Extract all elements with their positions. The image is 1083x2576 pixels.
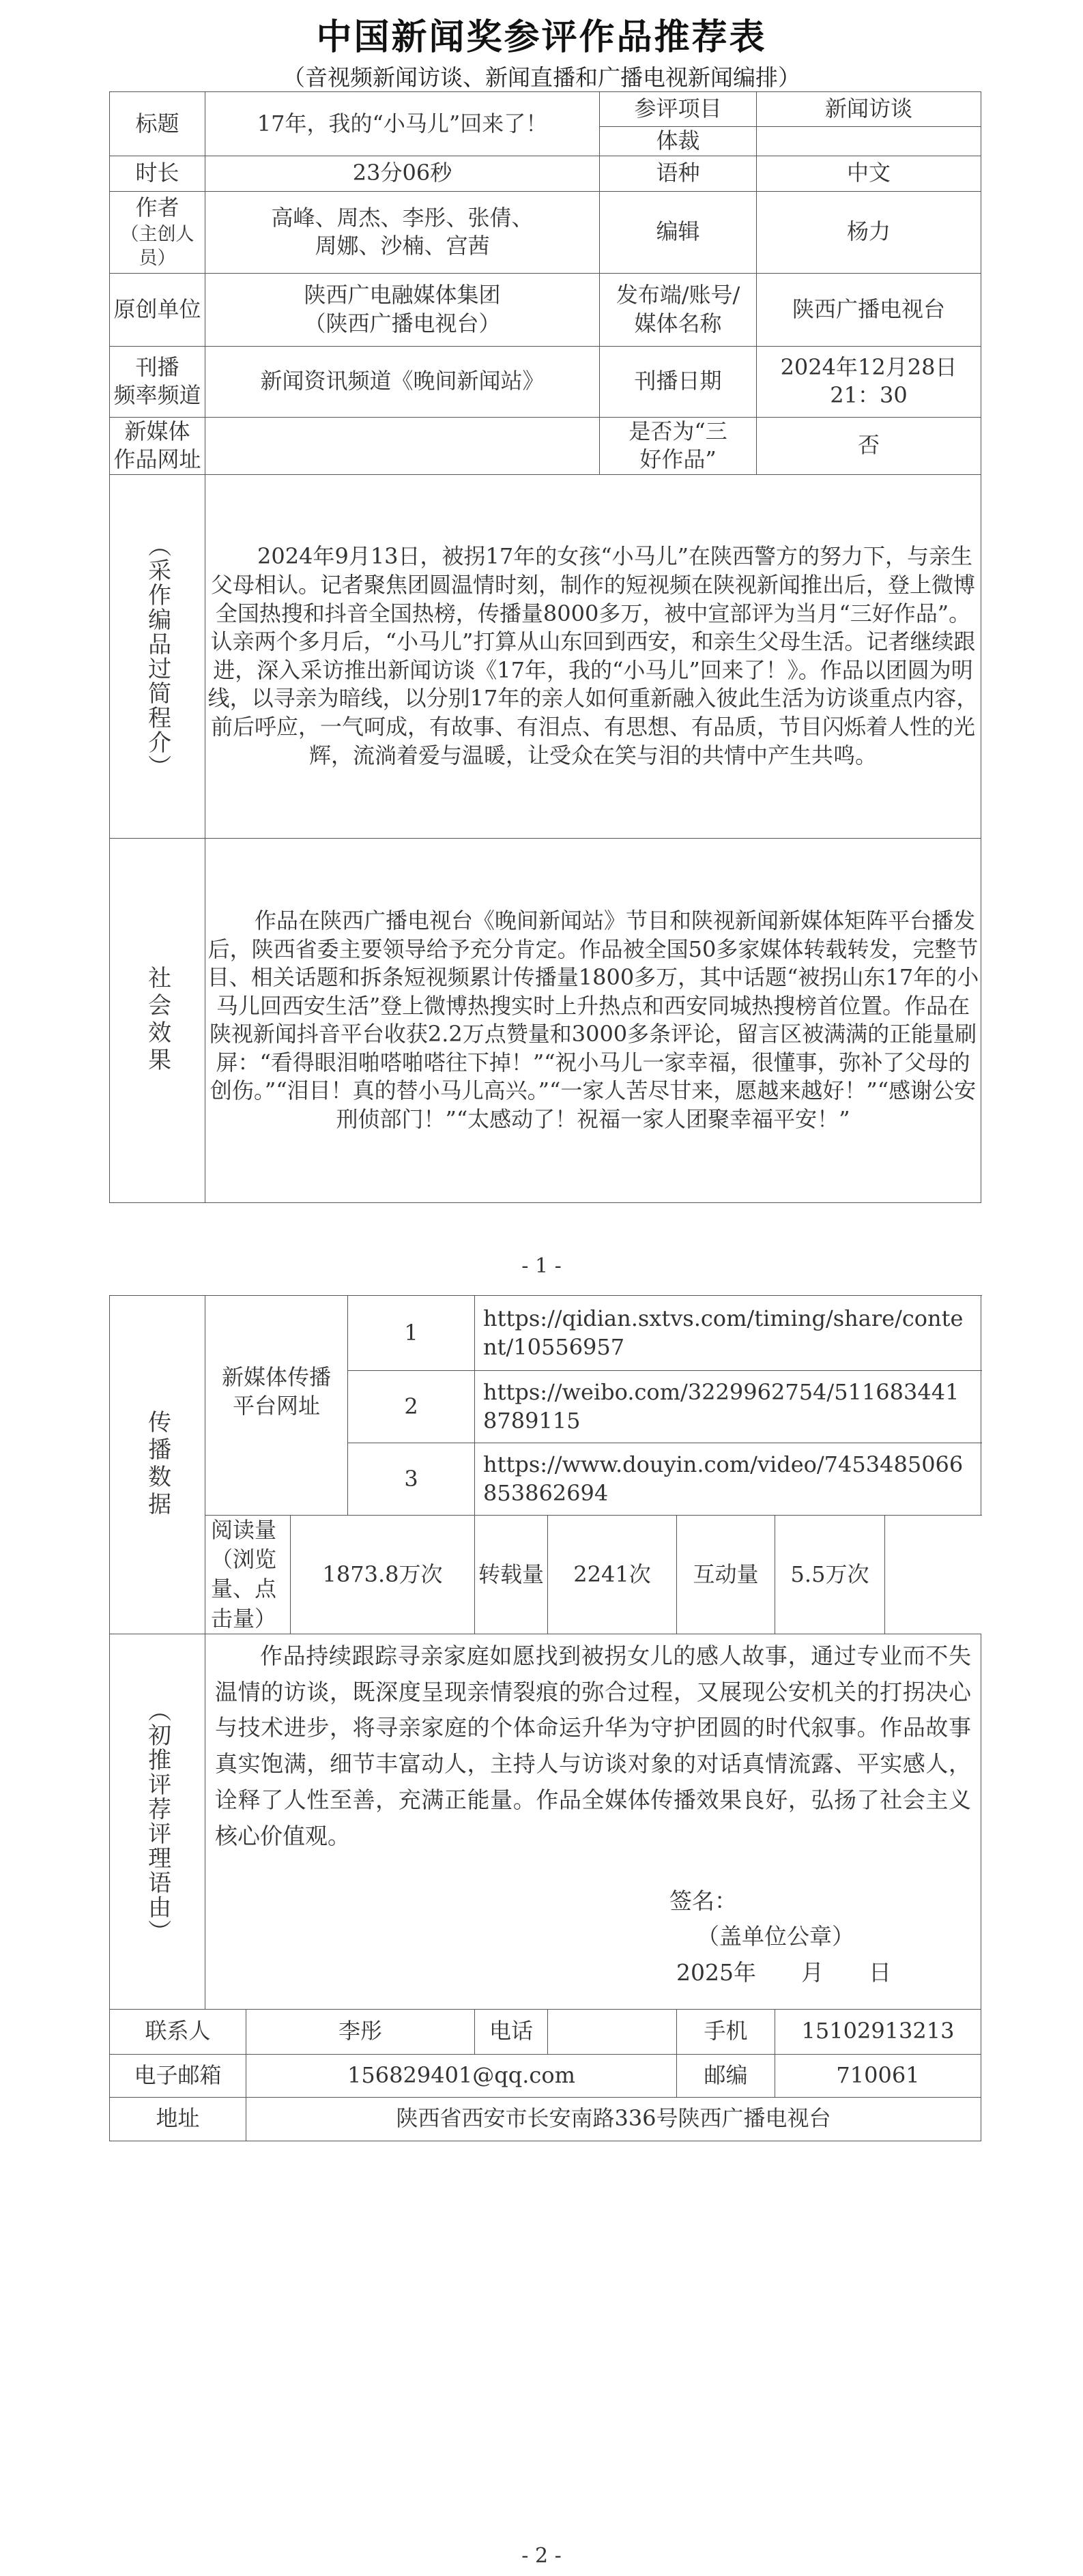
email-value: 156829401@qq.com: [246, 2054, 677, 2097]
publisher-label-2: 媒体名称: [634, 310, 722, 336]
url-3[interactable]: https://www.douyin.com/video/7453485066853862694: [475, 1443, 981, 1516]
effect-label: 社会效果: [143, 966, 171, 1075]
address-label: 地址: [110, 2097, 246, 2141]
editor-value: 杨力: [757, 191, 981, 273]
sanhao-label-1: 是否为“三: [629, 418, 727, 444]
channel-label-1: 刊播: [135, 353, 179, 380]
date-label: 刊播日期: [600, 346, 757, 417]
duration-value: 23分06秒: [205, 156, 600, 191]
newmedia-value: [205, 417, 600, 474]
sanhao-value: 否: [757, 417, 981, 474]
review-label-cell: [110, 1634, 205, 2009]
newmedia-label-cell: [110, 417, 205, 474]
author-line-2: 周娜、沙楠、宫茜: [315, 233, 490, 259]
interact-value: 5.5万次: [775, 1516, 885, 1634]
zip-value: 710061: [775, 2054, 981, 2097]
contact-label: 联系人: [110, 2009, 246, 2054]
sign-label: 签名：: [669, 1887, 737, 1914]
review-text: 作品持续跟踪寻亲家庭如愿找到被拐女儿的感人故事，通过专业而不失温情的访谈，既深度呈现亲情裂痕的弥合过程，又展现公安机关的打拐决心与技术进步，将寻亲家庭的个体命运升华为守护团圆的时代叙事。作品故事真实饱满，细节丰富动人，主持人与访谈对象的对话真情流露、平实感人，诠释了人性至善，充满正能量。作品全媒体传播效果良好，弘扬了社会主义核心价值观。: [215, 1642, 971, 1849]
mobile-value: 15102913213: [775, 2009, 981, 2054]
process-label: ︵采作编品过简程介︶: [143, 533, 171, 779]
platform-label-cell: [205, 1296, 348, 1516]
reads-value: 1873.8万次: [291, 1516, 475, 1634]
phone-label: 电话: [475, 2009, 548, 2054]
review-cell: [205, 1634, 981, 2009]
title-label: 标题: [110, 92, 205, 156]
page-number-2: - 2 -: [521, 2544, 562, 2568]
channel-label-2: 频率频道: [113, 382, 201, 409]
repost-label: 转载量: [475, 1516, 548, 1634]
process-text: 2024年9月13日，被拐17年的女孩“小马儿”在陕西警方的努力下，与亲生父母相认。记者聚焦团圆温情时刻，制作的短视频在陕视新闻推出后，登上微博全国热搜和抖音全国热榜，传播量8000多万，被中宣部评为当月“三好作品”。认亲两个多月后，“小马儿”打算从山东回到西安，和亲生父母生活。记者继续跟进，深入采访推出新闻访谈《17年，我的“小马儿”回来了！》。作品以团圆为明线，以寻亲为暗线，以分别17年的亲人如何重新融入彼此生活为访谈重点内容，前后呼应，一气呵成，有故事、有泪点、有思想、有品质，节目闪烁着人性的光辉，流淌着爱与温暖，让受众在笑与泪的共情中产生共鸣。: [205, 474, 981, 838]
platform-label-2: 平台网址: [232, 1392, 320, 1419]
title-value: 17年，我的“小马儿”回来了！: [205, 92, 600, 156]
effect-text: 作品在陕西广播电视台《晚间新闻站》节目和陕视新闻新媒体矩阵平台播发后，陕西省委主要领导给予充分肯定。作品被全国50多家媒体转载转发，完整节目、相关话题和拆条短视频累计传播量1800多万，其中话题“被拐山东17年的小马儿回西安生活”登上微博热搜实时上升热点和西安同城热搜榜首位置。作品在陕视新闻抖音平台收获2.2万点赞量和3000多条评论，留言区被满满的正能量刷屏：“看得眼泪啪嗒啪嗒往下掉！”“祝小马儿一家幸福，很懂事，弥补了父母的创伤。”“泪目！真的替小马儿高兴。”“一家人苦尽甘来，愿越来越好！”“感谢公安刑侦部门！”“太感动了！祝福一家人团聚幸福平安！”: [205, 838, 981, 1202]
author-sublabel: （主创人员）: [120, 223, 194, 269]
spread-label-cell: [110, 1296, 205, 1634]
reads-label: 阅读量（浏览量、点击量）: [205, 1516, 291, 1634]
effect-label-cell: [110, 838, 205, 1202]
zip-label: 邮编: [677, 2054, 775, 2097]
repost-value: 2241次: [548, 1516, 677, 1634]
project-label: 参评项目: [600, 92, 757, 127]
page-title: 中国新闻奖参评作品推荐表: [316, 16, 767, 58]
newmedia-label-2: 作品网址: [113, 446, 201, 473]
recommendation-form-page1: [109, 91, 981, 1203]
email-label: 电子邮箱: [110, 2054, 246, 2097]
author-line-1: 高峰、周杰、李彤、张倩、: [271, 204, 534, 231]
url-num-1: 1: [348, 1296, 475, 1371]
date-value-cell: [757, 346, 981, 417]
process-label-cell: [110, 474, 205, 838]
publisher-label-cell: [600, 273, 757, 346]
platform-label-1: 新媒体传播: [221, 1363, 331, 1390]
channel-label-cell: [110, 346, 205, 417]
author-value-cell: [205, 191, 600, 273]
phone-value: [548, 2009, 677, 2054]
duration-label: 时长: [110, 156, 205, 191]
publisher-label-1: 发布端/账号/: [616, 282, 740, 308]
page-subtitle: （音视频新闻访谈、新闻直播和广播电视新闻编排）: [283, 64, 800, 91]
review-label: ︵初推评荐评理语由︶: [143, 1698, 171, 1945]
language-value: 中文: [757, 156, 981, 191]
sanhao-label-cell: [600, 417, 757, 474]
newmedia-label-1: 新媒体: [124, 418, 190, 444]
url-2[interactable]: https://weibo.com/3229962754/5116834418789115: [475, 1371, 981, 1443]
page-number-1: - 1 -: [521, 1254, 562, 1278]
url-1[interactable]: https://qidian.sxtvs.com/timing/share/content/10556957: [475, 1296, 981, 1371]
stamp-label: （盖单位公章）: [697, 1923, 854, 1950]
interact-label: 互动量: [677, 1516, 775, 1634]
date-line-1: 2024年12月28日: [780, 353, 957, 380]
mobile-label: 手机: [677, 2009, 775, 2054]
contact-value: 李彤: [246, 2009, 475, 2054]
unit-line-2: （陕西广播电视台）: [304, 310, 501, 336]
unit-label: 原创单位: [110, 273, 205, 346]
genre-value: [757, 127, 981, 156]
sign-date: 2025年 月 日: [676, 1959, 891, 1986]
channel-value: 新闻资讯频道《晚间新闻站》: [205, 346, 600, 417]
recommendation-form-page2: [109, 1295, 981, 2141]
editor-label: 编辑: [600, 191, 757, 273]
date-line-2: 21：30: [830, 382, 908, 409]
address-value: 陕西省西安市长安南路336号陕西广播电视台: [246, 2097, 981, 2141]
genre-label: 体裁: [600, 127, 757, 156]
sanhao-label-2: 好作品”: [639, 446, 717, 473]
url-num-3: 3: [348, 1443, 475, 1516]
author-label: 作者: [135, 194, 179, 221]
project-value: 新闻访谈: [757, 92, 981, 127]
author-label-cell: [110, 191, 205, 273]
language-label: 语种: [600, 156, 757, 191]
unit-line-1: 陕西广电融媒体集团: [304, 282, 501, 308]
spread-label: 传播数据: [143, 1410, 171, 1520]
url-num-2: 2: [348, 1371, 475, 1443]
publisher-value: 陕西广播电视台: [757, 273, 981, 346]
unit-value-cell: [205, 273, 600, 346]
